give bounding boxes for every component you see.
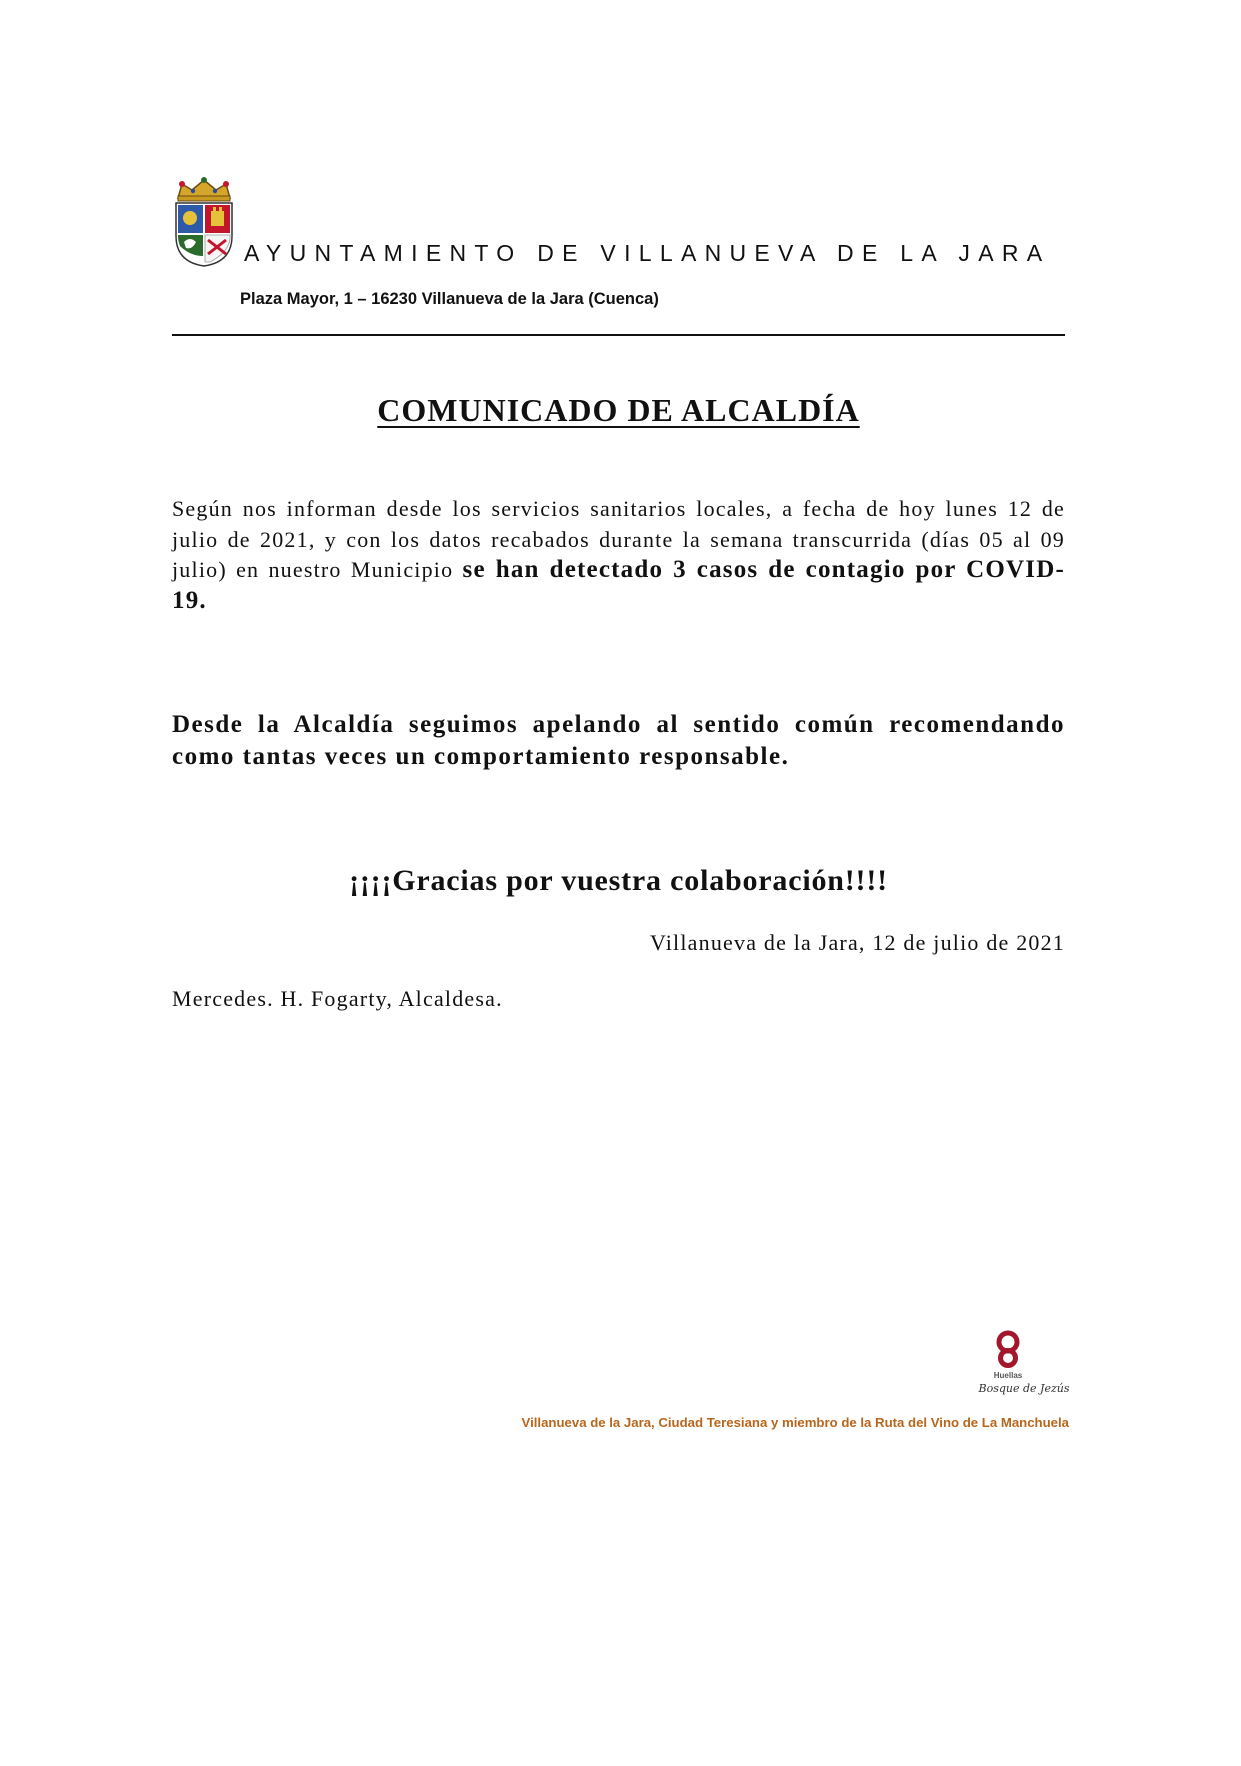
paragraph-recommendation: Desde la Alcaldía seguimos apelando al sentido común recomendando como tantas veces un comportamiento responsable. <box>172 711 1065 770</box>
header-divider <box>172 334 1065 336</box>
place-date: Villanueva de la Jara, 12 de julio de 2021 <box>649 930 1065 955</box>
organization-address: Plaza Mayor, 1 – 16230 Villanueva de la Jara (Cuenca) <box>240 290 659 308</box>
logo-signature: Bosque de Jezús <box>978 1382 1070 1395</box>
paragraph-cases <box>172 494 1065 616</box>
signature: Mercedes. H. Fogarty, Alcaldesa. <box>172 986 503 1011</box>
document-title-text: COMUNICADO DE ALCALDÍA <box>377 392 860 428</box>
coat-of-arms-icon <box>172 176 236 268</box>
document-title <box>172 392 1065 429</box>
organization-name: AYUNTAMIENTO DE VILLANUEVA DE LA JARA <box>244 240 1051 266</box>
thanks-message: ¡¡¡¡Gracias por vuestra colaboración!!!! <box>349 864 888 897</box>
paragraph-cases-text: Según nos informan desde los servicios sanitarios locales, a fecha de hoy lunes 12 de julio de 2021, y con los datos recabados durante la semana transcurrida (días 05 al 09 julio) en nuestro Municipio <box>172 496 1065 582</box>
footer-tagline: Villanueva de la Jara, Ciudad Teresiana y miembro de la Ruta del Vino de La Manchuela <box>521 1415 1069 1430</box>
paragraph-cases-highlight: se han detectado 3 casos de contagio por COVID-19. <box>172 556 1065 614</box>
logo-text: Huellas <box>993 1371 1023 1380</box>
huellas-logo-icon <box>978 1328 1070 1404</box>
